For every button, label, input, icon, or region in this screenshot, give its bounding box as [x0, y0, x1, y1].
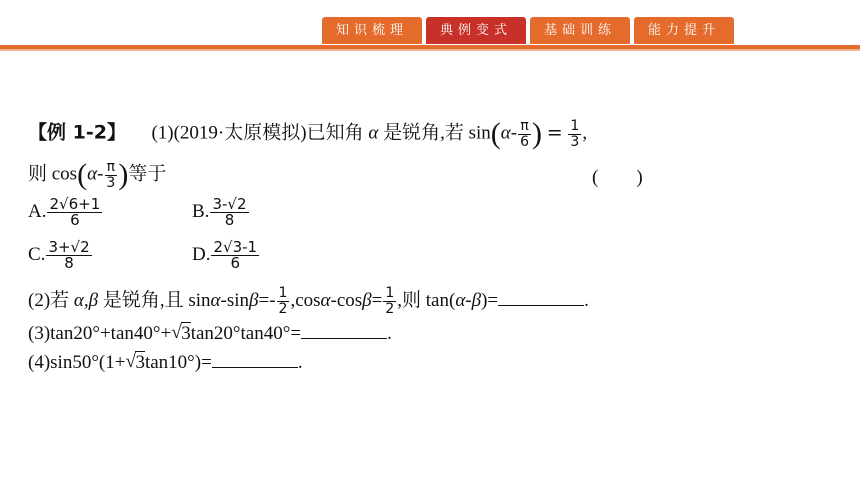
section-nav [322, 17, 734, 44]
choice-a[interactable]: A. $\frac{2√6+1}{6}$ [28, 195, 101, 229]
fraction-pi-over-6: $\frac{\pi}{6}$ [520, 117, 529, 150]
choice-c[interactable]: C. $\frac{3+√2}{8}$ [28, 238, 90, 272]
tab-ability-improvement[interactable]: 能力提升 [634, 17, 734, 44]
answer-blank-3[interactable] [301, 322, 387, 339]
choice-d[interactable]: D. $\frac{2√3-1}{6}$ [192, 238, 258, 272]
header-divider-light [0, 49, 860, 51]
example-tag: 【例 1-2】 [28, 121, 126, 144]
problem-1-prefix: (1)(2019·太原模拟)已知角 [151, 122, 369, 144]
question-2: (2)若 α,β 是锐角,且 sinα-sinβ=- $\frac{1}{2}$ ,cosα-cosβ= $\frac{1}{2}$ ,则 tan(α-β)= . [28, 285, 589, 318]
answer-blank-2[interactable] [498, 289, 584, 306]
problem-1-mid: 是锐角,若 sin [378, 122, 491, 144]
question-4: (4)sin50°(1+√ 3tan10°)= . [28, 351, 303, 374]
line-2-prefix: 则 cos [28, 163, 78, 185]
question-3: (3)tan20°+tan40°+√ 3tan20°tan40°= . [28, 322, 392, 345]
problem-line-1: 【例 1-2】 (1)(2019·太原模拟)已知角 α 是锐角,若 sin(α- $\frac{\pi}{6}$ ) = $\frac{1}{3}$ , [28, 117, 588, 150]
fraction-one-third: $\frac{1}{3}$ [570, 117, 580, 150]
sqrt-3: √ 3 [125, 352, 145, 373]
problem-line-2: 则 cos(α- $\frac{\pi}{3}$ )等于 [28, 158, 167, 191]
sqrt-3: √ 3 [171, 323, 191, 344]
line-2-suffix: 等于 [128, 163, 167, 185]
alpha-symbol: α [368, 122, 379, 144]
tab-typical-examples[interactable]: 典例变式 [426, 17, 526, 44]
tab-knowledge-review[interactable]: 知识梳理 [322, 17, 422, 44]
answer-parenthesis: ( ) [592, 167, 643, 188]
fraction-pi-over-3: $\frac{\pi}{3}$ [106, 158, 116, 191]
tab-basic-training[interactable]: 基础训练 [530, 17, 630, 44]
answer-blank-4[interactable] [212, 351, 298, 368]
choice-b[interactable]: B. $\frac{3-√2}{8}$ [192, 195, 247, 229]
